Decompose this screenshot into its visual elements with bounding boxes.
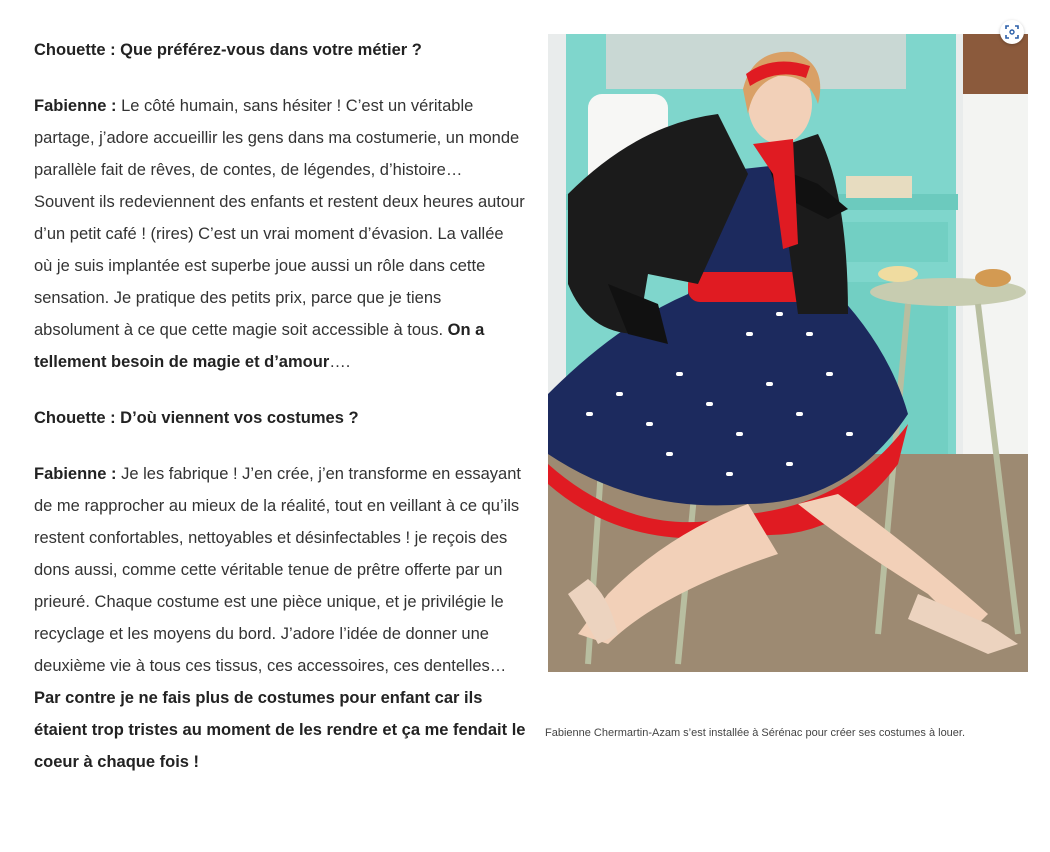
photo-croissant: [975, 269, 1011, 287]
photo-caption: Fabienne Chermartin-Azam s’est installée à Sérénac pour créer ses costumes à louer.: [545, 727, 966, 739]
photo-picture-frame: [963, 34, 1028, 94]
question-1: Chouette : Que préférez-vous dans votre métier ?: [34, 41, 422, 59]
answer-1-bold: On a tellement besoin de magie et d’amour: [34, 321, 485, 371]
article-body: [34, 34, 526, 802]
photo-wall-panel: [963, 34, 1028, 474]
answer-2: [34, 458, 526, 778]
photo-cup: [878, 266, 918, 282]
speaker-label: Fabienne :: [34, 97, 117, 115]
answer-1-end: ….: [329, 353, 351, 371]
zoom-icon: [1005, 25, 1019, 39]
question-2: Chouette : D’où viennent vos costumes ?: [34, 409, 359, 427]
zoom-button[interactable]: [1000, 20, 1024, 44]
answer-1-text: Le côté humain, sans hésiter ! C’est un véritable partage, j’adore accueillir les gens dans ma costumerie, un monde parallèle fait de rêves, de contes, de légendes, d’histoire… Souvent ils redeviennent des enfants et restent deux heures autour d’un petit café ! (rires) C’est un vrai moment d’évasion. La vallée où je suis implantée est superbe joue aussi un rôle dans cette sensation. Je pratique des petits prix, parce que je tiens absolument à ce que cette magie soit accessible à tous.: [34, 97, 525, 339]
answer-2-text: Je les fabrique ! J’en crée, j’en transforme en essayant de me rapprocher au mieux de la réalité, tout en veillant à ce qu’ils restent confortables, nettoyables et désinfectables ! je reçois des dons aussi, comme cette véritable tenue de prêtre offerte par un prieuré. Chaque costume est une pièce unique, et je privilégie le recyclage et les moyens du bord. J’adore l’idée de donner une deuxième vie à tous ces tissus, ces accessoires, ces dentelles…: [34, 465, 521, 675]
answer-1: [34, 90, 526, 378]
answer-2-bold: Par contre je ne fais plus de costumes pour enfant car ils étaient trop tristes au moment de les rendre et ça me fendait le coeur à chaque fois !: [34, 689, 526, 771]
speaker-label: Fabienne :: [34, 465, 117, 483]
photo-tin-box: [846, 176, 912, 198]
article-figure: [548, 34, 1028, 672]
article-photo[interactable]: [548, 34, 1028, 672]
